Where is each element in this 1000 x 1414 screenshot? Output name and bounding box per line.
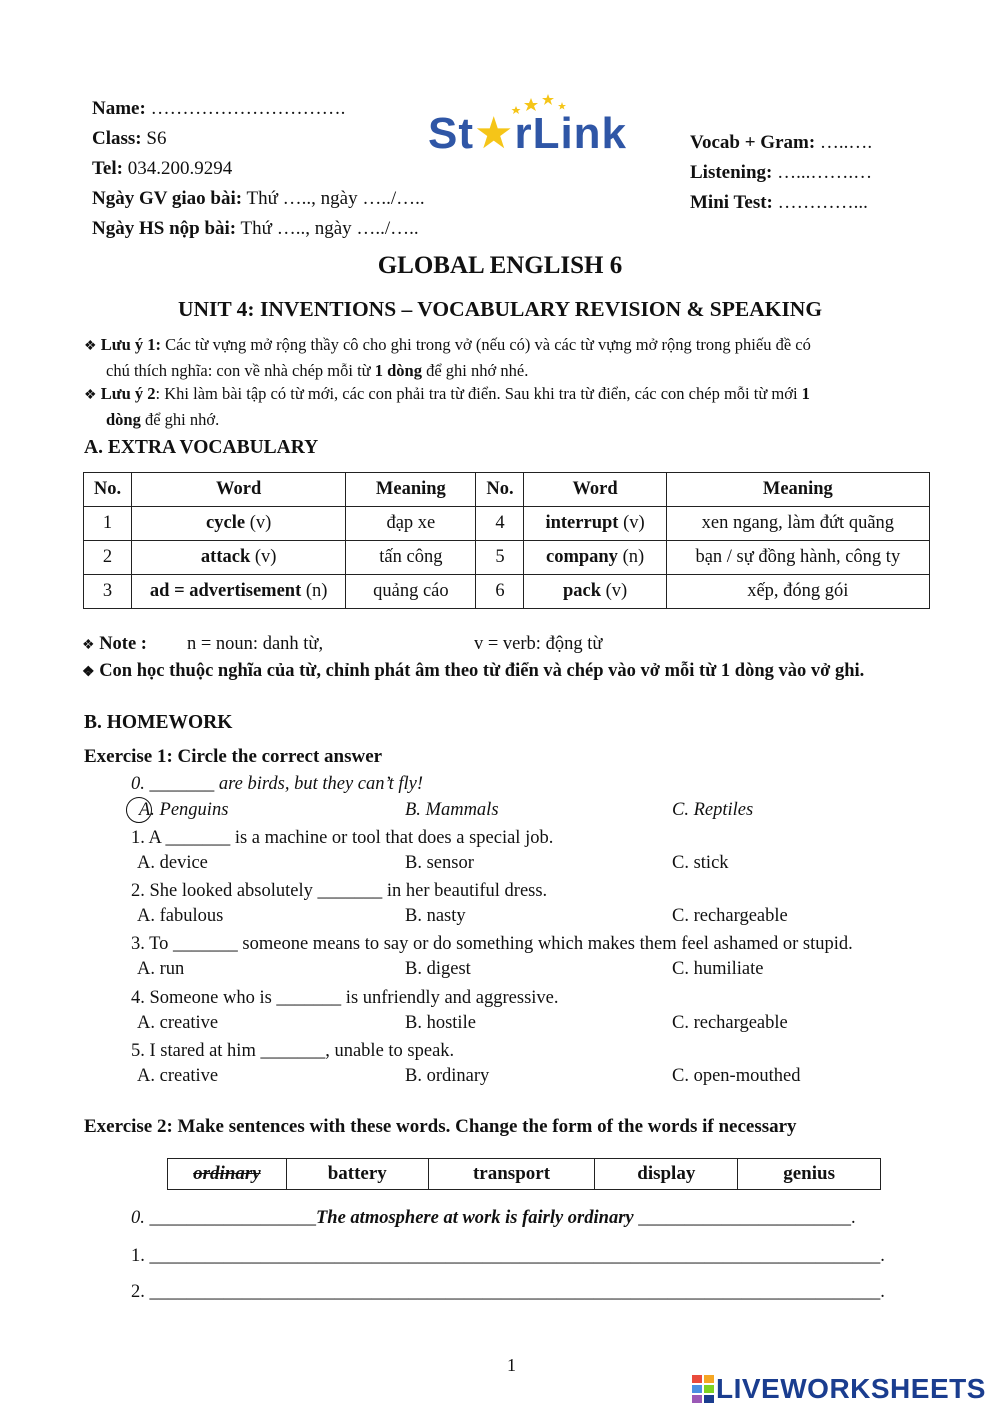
table-row — [84, 575, 930, 609]
minitest-score-label: Mini Test: — [690, 192, 773, 213]
assign-date-label: Ngày GV giao bài: — [92, 188, 243, 209]
question-3: 3. To _______ someone means to say or do something which makes them feel ashamed or stupid. — [131, 934, 853, 954]
note-1-text-a: Các từ vựng mở rộng thầy cô cho ghi trong vở (nếu có) và các từ vựng mở rộng trong phiếu đề có — [161, 335, 811, 354]
question-2-option-a[interactable]: A. fabulous — [137, 906, 224, 926]
minitest-score-value[interactable]: …………... — [777, 192, 868, 213]
diamond-bullet-icon: ❖ — [82, 665, 95, 680]
note-2-bold-a: 1 — [801, 384, 810, 403]
word-bank-item: transport — [428, 1159, 595, 1190]
name-label: Name: — [92, 98, 146, 119]
answer-line-1[interactable]: 1. _______________________________________________________________________________. — [131, 1246, 885, 1266]
question-0-option-b[interactable]: B. Mammals — [405, 800, 499, 820]
liveworksheets-logo[interactable] — [692, 1373, 986, 1405]
word-text: interrupt — [545, 513, 619, 533]
question-4: 4. Someone who is _______ is unfriendly and aggressive. — [131, 988, 559, 1008]
cell-no: 1 — [84, 507, 132, 541]
page-subtitle: UNIT 4: INVENTIONS – VOCABULARY REVISION & SPEAKING — [177, 297, 823, 321]
pos-note-verb: v = verb: động từ — [474, 634, 603, 654]
question-1-option-c[interactable]: C. stick — [672, 853, 729, 873]
exercise-1-title: Exercise 1: Circle the correct answer — [84, 746, 383, 767]
word-bank-item: display — [595, 1159, 738, 1190]
question-0: 0. _______ are birds, but they can’t fly! — [131, 774, 424, 794]
vocab-score-line — [690, 128, 872, 158]
student-info — [92, 94, 425, 244]
word-bank-row — [168, 1159, 881, 1190]
question-1-option-b[interactable]: B. sensor — [405, 853, 474, 873]
cell-no: 3 — [84, 575, 132, 609]
liveworksheets-grid-icon — [692, 1375, 716, 1403]
question-5-option-c[interactable]: C. open-mouthed — [672, 1066, 801, 1086]
example-sentence: The atmosphere at work is fairly ordinary — [316, 1208, 634, 1228]
score-box — [690, 128, 872, 218]
logo-text-right: rLink — [514, 109, 628, 158]
tel-label: Tel: — [92, 158, 123, 179]
question-2: 2. She looked absolutely _______ in her beautiful dress. — [131, 881, 548, 901]
question-4-option-a[interactable]: A. creative — [137, 1013, 219, 1033]
question-3-option-c[interactable]: C. humiliate — [672, 959, 764, 979]
listening-score-value[interactable]: …...…….… — [777, 162, 873, 183]
note-2-label: Lưu ý 2 — [100, 384, 156, 403]
name-line — [92, 94, 425, 124]
question-1-option-a[interactable]: A. device — [137, 853, 208, 873]
word-pos: (n) — [301, 581, 328, 601]
note-2-text-b: để ghi nhớ. — [140, 410, 220, 429]
word-pos: (v) — [618, 513, 645, 533]
header-word: Word — [132, 473, 346, 507]
listening-score-label: Listening: — [690, 162, 773, 183]
word-text: company — [545, 547, 618, 567]
example-sentence-line — [131, 1208, 856, 1229]
question-4-option-b[interactable]: B. hostile — [405, 1013, 476, 1033]
header-meaning: Meaning — [346, 473, 476, 507]
question-5: 5. I stared at him _______, unable to speak. — [131, 1041, 455, 1061]
vocab-table — [83, 472, 930, 609]
cell-meaning: đạp xe — [346, 507, 476, 541]
cell-word — [524, 575, 666, 609]
word-text: ad = advertisement — [149, 581, 302, 601]
cell-meaning: xen ngang, làm đứt quãng — [666, 507, 929, 541]
cell-word — [132, 541, 346, 575]
cell-no: 4 — [476, 507, 524, 541]
header-meaning: Meaning — [666, 473, 929, 507]
question-3-option-a[interactable]: A. run — [137, 959, 185, 979]
class-line — [92, 124, 425, 154]
word-bank-item: genius — [738, 1159, 881, 1190]
note-1-bold: 1 dòng — [374, 361, 422, 380]
diamond-bullet-icon: ❖ — [84, 388, 97, 403]
note-1 — [84, 333, 954, 383]
table-row — [84, 541, 930, 575]
question-4-option-c[interactable]: C. rechargeable — [672, 1013, 788, 1033]
word-text: attack — [200, 547, 251, 567]
submit-date-label: Ngày HS nộp bài: — [92, 218, 237, 239]
note-1-continuation — [84, 359, 954, 383]
note-1-label: Lưu ý 1: — [100, 335, 162, 354]
cell-word — [132, 507, 346, 541]
cell-meaning: quảng cáo — [346, 575, 476, 609]
starlink-logo — [428, 94, 633, 164]
page-number: 1 — [507, 1355, 516, 1375]
word-pos: (v) — [245, 513, 272, 533]
cell-word — [524, 541, 666, 575]
assign-date-value[interactable]: Thứ ….., ngày …../….. — [246, 188, 425, 209]
question-0-option-a[interactable]: A. Penguins — [139, 800, 229, 820]
section-a-heading: A. EXTRA VOCABULARY — [84, 437, 319, 458]
class-label: Class: — [92, 128, 142, 149]
submit-date-line — [92, 214, 425, 244]
word-pos: (v) — [600, 581, 628, 601]
word-pos: (v) — [250, 547, 277, 567]
tel-value: 034.200.9294 — [127, 158, 233, 179]
question-2-option-c[interactable]: C. rechargeable — [672, 906, 788, 926]
class-value: S6 — [146, 128, 167, 149]
cell-word — [524, 507, 666, 541]
diamond-bullet-icon: ❖ — [82, 638, 95, 653]
word-bank-item: battery — [286, 1159, 428, 1190]
cell-no: 2 — [84, 541, 132, 575]
note-2-continuation — [84, 408, 954, 432]
section-b-heading: B. HOMEWORK — [84, 712, 233, 733]
cell-no: 5 — [476, 541, 524, 575]
diamond-bullet-icon: ❖ — [84, 339, 97, 354]
note-2-bold-b: dòng — [106, 410, 141, 429]
cell-meaning: tấn công — [346, 541, 476, 575]
example-prefix: 0. __________________ — [131, 1208, 316, 1228]
pos-note — [82, 634, 603, 655]
minitest-score-line — [690, 188, 872, 218]
note-2-text-a: : Khi làm bài tập có từ mới, các con phải tra từ điển. Sau khi tra từ điển, các con chép mỗi từ mới — [155, 384, 802, 403]
word-text: pack — [562, 581, 601, 601]
example-suffix: _______________________. — [633, 1208, 856, 1228]
pos-note-noun: n = noun: danh từ, — [187, 634, 324, 654]
answer-line-2[interactable]: 2. _______________________________________________________________________________. — [131, 1282, 885, 1302]
note-1-text-b: chú thích nghĩa: con về nhà chép mỗi từ — [106, 361, 375, 380]
word-bank — [167, 1158, 881, 1190]
assign-date-line — [92, 184, 425, 214]
pos-note-label: Note : — [99, 634, 147, 654]
listening-score-line — [690, 158, 872, 188]
question-3-option-b[interactable]: B. digest — [405, 959, 471, 979]
cell-word — [132, 575, 346, 609]
cell-meaning: xếp, đóng gói — [666, 575, 929, 609]
header-no: No. — [84, 473, 132, 507]
vocab-table-header — [84, 473, 930, 507]
header-word: Word — [524, 473, 666, 507]
logo-wordmark — [428, 108, 627, 159]
header-no: No. — [476, 473, 524, 507]
question-0-option-c[interactable]: C. Reptiles — [672, 800, 754, 820]
study-instruction — [82, 661, 864, 682]
note-2 — [84, 382, 954, 432]
study-instruction-text: Con học thuộc nghĩa của từ, chỉnh phát âm theo từ điển và chép vào vở mỗi từ 1 dòng vào vở ghi. — [99, 661, 865, 681]
table-row — [84, 507, 930, 541]
name-value[interactable]: …………………………. — [150, 98, 346, 119]
submit-date-value[interactable]: Thứ ….., ngày …../….. — [240, 218, 419, 239]
vocab-score-value[interactable]: …..…. — [819, 132, 873, 153]
word-bank-item: ordinary — [168, 1159, 287, 1190]
question-2-option-b[interactable]: B. nasty — [405, 906, 466, 926]
question-1: 1. A _______ is a machine or tool that does a special job. — [131, 828, 554, 848]
vocab-score-label: Vocab + Gram: — [690, 132, 816, 153]
word-pos: (n) — [617, 547, 645, 567]
note-1-text-c: để ghi nhớ nhé. — [421, 361, 529, 380]
page-title: GLOBAL ENGLISH 6 — [377, 252, 623, 279]
logo-text-left: St — [428, 109, 474, 158]
liveworksheets-brand: LIVEWORKSHEETS — [716, 1373, 986, 1404]
cell-no: 6 — [476, 575, 524, 609]
tel-line — [92, 154, 425, 184]
question-5-option-b[interactable]: B. ordinary — [405, 1066, 490, 1086]
question-5-option-a[interactable]: A. creative — [137, 1066, 219, 1086]
word-text: cycle — [206, 513, 246, 533]
cell-meaning: bạn / sự đồng hành, công ty — [666, 541, 929, 575]
exercise-2-title: Exercise 2: Make sentences with these words. Change the form of the words if necessary — [84, 1116, 797, 1137]
logo-star-icon: ★ — [474, 109, 515, 158]
